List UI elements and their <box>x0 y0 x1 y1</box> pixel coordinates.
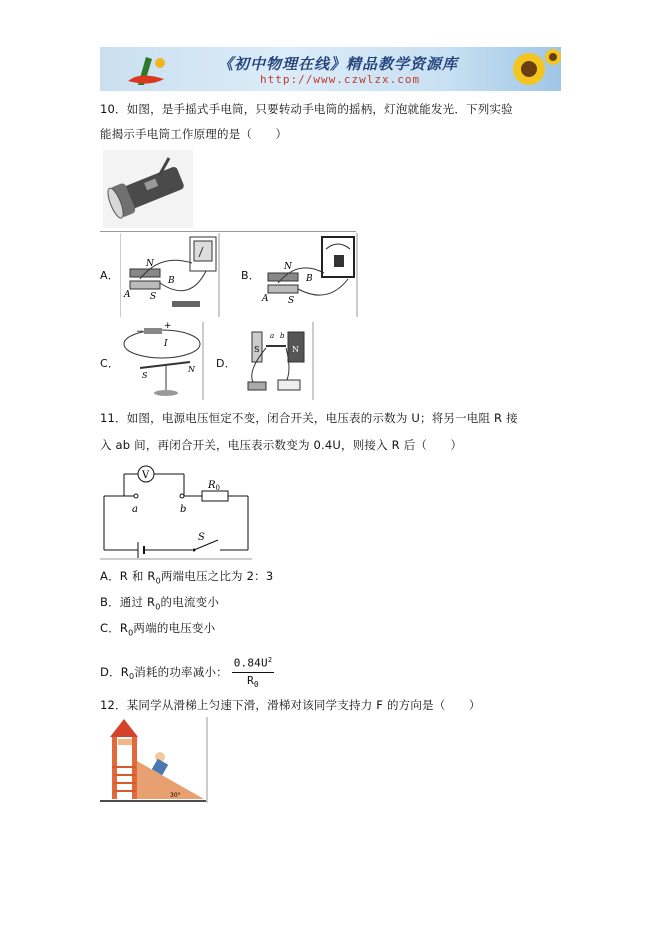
q10-option-a-label: A． <box>100 269 119 282</box>
q11-circuit-diagram <box>100 460 252 560</box>
sunflower-icon <box>495 47 561 91</box>
divider <box>100 231 356 232</box>
q11-line2: 入 ab 间，再闭合开关，电压表示数变为 0.4U，则接入 R 后（ ） <box>100 438 463 452</box>
rod-a-label: A <box>124 290 131 300</box>
q10-line1: 10．如图，是手摇式手电筒，只要转动手电筒的摇柄，灯泡就能发光．下列实验 <box>100 102 513 116</box>
q10-figure-a <box>120 233 220 317</box>
rod-a-label-d: a <box>270 332 275 340</box>
q11-option-b: B．通过 $R_0$的电流变小 <box>100 595 220 612</box>
rod-b-label: B <box>168 276 175 286</box>
q10-option-b-label: B． <box>241 269 260 282</box>
q11-option-c: C．$R_0$两端的电压变小 <box>100 621 216 638</box>
q12-line1: 12．某同学从滑梯上匀速下滑，滑梯对该同学支持力 F 的方向是（ ） <box>100 698 481 712</box>
magnet-n-label-b: N <box>284 262 292 272</box>
voltmeter-label: V <box>142 470 150 481</box>
q10-line2: 能揭示手电筒工作原理的是（ ） <box>100 127 288 141</box>
logo-icon <box>120 51 180 89</box>
rod-b-label-d: b <box>280 332 285 340</box>
needle-s-label: S <box>142 371 148 380</box>
q10-option-c-label: C． <box>100 357 120 370</box>
current-i-label: I <box>164 339 168 349</box>
switch-s-label: S <box>198 532 205 543</box>
power-fraction: $\frac{0.84U^2}{R_0}$ <box>232 652 275 693</box>
q12-slide-figure <box>100 717 208 803</box>
q10-figure-b <box>258 233 358 317</box>
flashlight-image <box>103 150 193 228</box>
header-banner <box>100 47 561 91</box>
magnet-s-label: S <box>150 292 157 302</box>
q11-option-d: D．$R_0$消耗的功率减小： $\frac{0.84U^2}{R_0}$ <box>100 652 274 693</box>
magnet-n-label-d: N <box>292 345 299 354</box>
magnet-s-label-b: S <box>288 296 295 306</box>
needle-n-label: N <box>188 365 195 374</box>
q10-figure-d <box>236 322 314 400</box>
q11-option-a: A．R 和 $R_0$两端电压之比为 2：3 <box>100 569 274 586</box>
slide-angle-label: 30° <box>170 792 181 799</box>
magnet-n-label: N <box>146 259 154 269</box>
rod-b-label-b: B <box>306 274 313 284</box>
banner-url: http://www.czwlzx.com <box>260 73 421 86</box>
battery-minus-label: − <box>136 327 144 337</box>
q10-figure-c <box>120 322 204 400</box>
banner-title: 《初中物理在线》精品教学资源库 <box>218 55 459 73</box>
resistor-r0-label: $R_0$ <box>208 480 220 492</box>
q10-option-d-label: D． <box>216 357 236 370</box>
magnet-s-label-d: S <box>254 345 260 354</box>
terminal-a-label: a <box>132 504 138 515</box>
battery-plus-label: + <box>164 322 172 331</box>
rod-a-label-b: A <box>262 294 269 304</box>
q11-line1: 11．如图，电源电压恒定不变，闭合开关，电压表的示数为 U；将另一电阻 R 接 <box>100 411 518 425</box>
terminal-b-label: b <box>180 504 187 515</box>
